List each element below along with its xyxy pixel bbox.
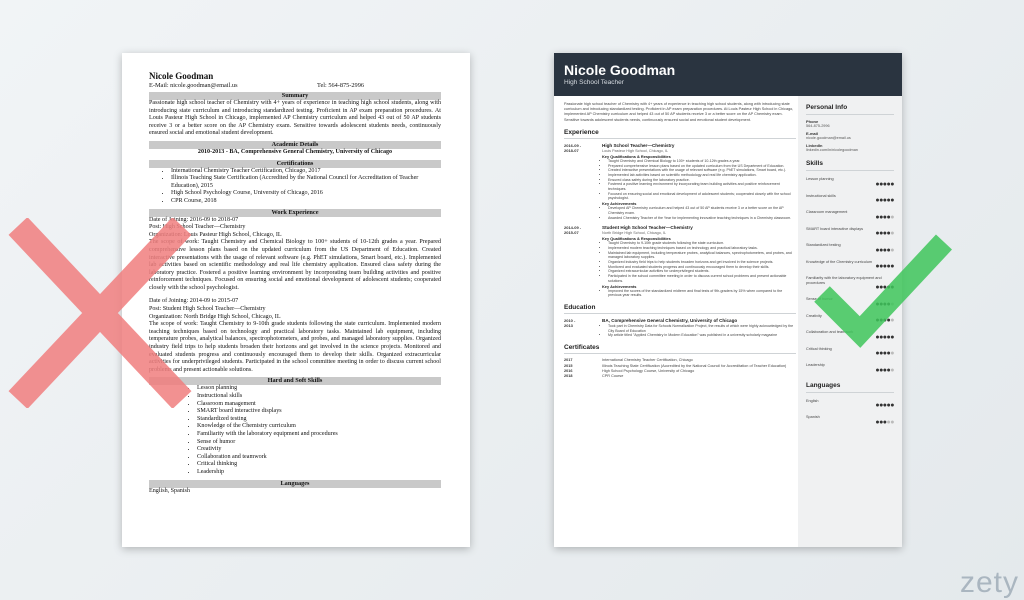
skill-name: Collaboration and teamwork bbox=[806, 330, 854, 334]
divider bbox=[806, 170, 894, 171]
rating-dot-filled-icon: ● bbox=[875, 350, 880, 357]
rating-dot-filled-icon: ● bbox=[875, 213, 880, 221]
job-description: The scope of work: Taught Chemistry and Chemical Biology to 100+ students of 10-12th grades a year. Prepared comprehensive lesson plans based on the updated curriculum from the US Department of Education. Created interactive presentations with the usage of relevant software (e.g. PhET simulations, Smart board, etc.). Implemented lab activities based on scientific methodology and real life chemistry application. Ensured class safety during the laboratory practice. Fostered a positive learning environment by incorporating team building activities and positive reinforcement techniques. Focused on ensuring social and emotional development of adolescent students; cooperated closely with the school psychologist. bbox=[149, 239, 441, 291]
language-name: English bbox=[806, 398, 819, 403]
job-post: Post: Student High School Teacher—Chemistry bbox=[149, 306, 266, 313]
rating-dot-filled-icon: ● bbox=[890, 197, 894, 204]
rating-dot-filled-icon: ● bbox=[882, 246, 887, 254]
skill-name: Familiarity with the laboratory equipment and procedures bbox=[806, 276, 882, 285]
job-place: Louis Pasteur High School, Chicago, IL bbox=[602, 148, 669, 153]
left-email: E-Mail: nicole.goodman@email.us bbox=[149, 82, 238, 89]
rating-dot-filled-icon: ● bbox=[879, 300, 883, 308]
skills-heading: Skills bbox=[806, 160, 823, 167]
rating-dot-filled-icon: ● bbox=[890, 333, 894, 341]
certificate-text: High School Psychology Course, University of Chicago bbox=[602, 368, 695, 373]
skill-name: SMART board interactive displays bbox=[806, 226, 864, 231]
certificate-year: 2015 bbox=[564, 363, 573, 368]
list-item: • Developed AP Chemistry curriculum and helped 43 out of 50 AP students receive 3 or a better score on the AP Chemistry exam. bbox=[608, 206, 796, 215]
zety-logo: zety bbox=[960, 566, 1020, 599]
list-item: • Created interactive presentations with the usage of relevant software (e.g. PhET simulations, Smart board, etc.). bbox=[608, 168, 796, 173]
rating-dot-empty-icon: ● bbox=[890, 317, 894, 324]
right-role: High School Teacher bbox=[564, 79, 624, 86]
list-item: • Monitored and evaluated students progress and continuously encouraged them to develop their skills. bbox=[608, 265, 796, 270]
rating-dot-filled-icon: ● bbox=[875, 180, 880, 188]
rating-dot-filled-icon: ● bbox=[875, 263, 880, 270]
left-education-heading: Academic Details bbox=[149, 141, 441, 149]
rating-dot-filled-icon: ● bbox=[886, 246, 891, 254]
divider bbox=[806, 114, 894, 115]
rating-dot-filled-icon: ● bbox=[886, 317, 891, 324]
rating-dot-filled-icon: ● bbox=[879, 366, 883, 374]
rating-dots bbox=[806, 368, 894, 374]
right-certificates bbox=[564, 358, 796, 380]
rating-dot-filled-icon: ● bbox=[886, 230, 891, 237]
list-item: • Improved the scores of the standardized midterm and final tests of 9th-graders by 15% when compared to the previous year results. bbox=[608, 289, 796, 298]
phone-label: Phone bbox=[806, 119, 819, 124]
rating-dot-filled-icon: ● bbox=[875, 317, 880, 324]
list-item: • Classroom management bbox=[197, 401, 441, 409]
cross-mark-icon bbox=[0, 218, 200, 408]
left-education: 2010-2013 - BA, Comprehensive General Chemistry, University of Chicago bbox=[197, 148, 393, 155]
job-dates: 2014-09 - 2015-07 bbox=[564, 225, 582, 236]
education-dates: 2010 - 2013 bbox=[564, 317, 576, 329]
list-item: • Took part in Chemistry Data for Schools Normalization Project, the results of which were highly acknowledged by the City Board of Education bbox=[608, 324, 796, 333]
list-item: • Lesson planning bbox=[197, 385, 441, 393]
rating-dot-filled-icon: ● bbox=[882, 263, 887, 270]
job-place: North Bridge High School, Chicago, IL bbox=[602, 231, 667, 236]
rating-dot-filled-icon: ● bbox=[879, 418, 883, 426]
divider bbox=[564, 353, 796, 354]
rating-dots bbox=[806, 215, 894, 221]
languages-heading: Languages bbox=[806, 381, 841, 389]
left-certifications-heading: Certifications bbox=[149, 160, 441, 168]
skill-name: Creativity bbox=[806, 313, 822, 318]
list-item: • Taught Chemistry and Chemical Biology to 100+ students of 10-12th grades a year. bbox=[608, 159, 796, 164]
language-name: Spanish bbox=[806, 415, 820, 419]
qualifications-label: Key Qualifications & Responsibilities bbox=[602, 153, 671, 159]
job-body bbox=[602, 225, 796, 298]
rating-dot-filled-icon: ● bbox=[886, 284, 891, 291]
skill-name: Instructional skills bbox=[806, 193, 836, 198]
rating-dot-filled-icon: ● bbox=[879, 213, 883, 221]
rating-dot-filled-icon: ● bbox=[890, 180, 894, 188]
rating-dot-empty-icon: ● bbox=[890, 418, 894, 426]
right-certificates-heading: Certificates bbox=[564, 344, 600, 352]
list-item: • Taught Chemistry to 9-10th grade students following the state curriculum. bbox=[608, 241, 796, 246]
skill-name: Sense of humor bbox=[806, 297, 833, 301]
left-skills-heading: Hard and Soft Skills bbox=[149, 377, 441, 385]
resume-header bbox=[554, 53, 902, 96]
job-org: Organization: Louis Pasteur High School, Chicago, IL bbox=[149, 231, 282, 238]
list-item: • Organized extracurricular activities for underprivileged students. bbox=[608, 269, 796, 274]
list-item: • Sense of humor bbox=[197, 439, 441, 447]
rating-dot-filled-icon: ● bbox=[886, 333, 891, 341]
rating-dot-filled-icon: ● bbox=[879, 263, 883, 270]
right-education-entry bbox=[564, 318, 796, 338]
list-item: • CPR Course, 2018 bbox=[171, 198, 441, 206]
rating-dot-filled-icon: ● bbox=[886, 197, 891, 204]
divider bbox=[806, 392, 894, 393]
rating-dot-filled-icon: ● bbox=[879, 284, 883, 291]
education-items bbox=[602, 324, 796, 338]
rating-dot-filled-icon: ● bbox=[875, 230, 880, 237]
rating-dot-filled-icon: ● bbox=[886, 213, 891, 221]
rating-dot-filled-icon: ● bbox=[882, 230, 887, 237]
list-item: • Organized industry field trips to help students broaden horizons and get involved in the science projects. bbox=[608, 260, 796, 265]
list-item: • My article titled "Applied Chemistry in Modern Education" was published in a university scholarly magazine bbox=[608, 333, 796, 338]
certificate-year: 2017 bbox=[564, 358, 573, 363]
rating-dots bbox=[806, 403, 894, 409]
rating-dot-filled-icon: ● bbox=[875, 333, 880, 341]
right-main-column bbox=[564, 102, 796, 380]
certificate-text: CPR Course bbox=[602, 374, 624, 379]
job-post: Post: High School Teacher—Chemistry bbox=[149, 224, 246, 231]
linkedin-value: linkedin.com/in/nicolegoodman bbox=[806, 148, 858, 152]
list-item: • Collaboration and teamwork bbox=[197, 454, 441, 462]
rating-dot-filled-icon: ● bbox=[879, 180, 883, 188]
left-languages-heading: Languages bbox=[149, 480, 441, 488]
rating-dot-filled-icon: ● bbox=[882, 333, 887, 341]
divider bbox=[564, 138, 796, 139]
right-jobs bbox=[564, 143, 796, 298]
achievements-label: Key Achievements bbox=[602, 283, 637, 289]
achievements-label: Key Achievements bbox=[602, 201, 637, 207]
qualifications-label: Key Qualifications & Responsibilities bbox=[602, 236, 671, 242]
rating-dot-filled-icon: ● bbox=[875, 366, 880, 374]
list-item: • Illinois Teaching State Certification (Accredited by the National Council for Accreditation of Teacher Education), 2015 bbox=[171, 175, 441, 190]
right-experience-heading: Experience bbox=[564, 128, 599, 136]
list-item: • Standardized testing bbox=[197, 416, 441, 424]
list-item: • Prepared comprehensive lesson plans based on the updated curriculum from the US Department of Education. bbox=[608, 164, 796, 169]
rating-dot-filled-icon: ● bbox=[875, 197, 880, 204]
list-item: • Instructional skills bbox=[197, 393, 441, 401]
rating-dot-filled-icon: ● bbox=[882, 350, 887, 357]
job-entry bbox=[564, 225, 796, 298]
rating-dot-filled-icon: ● bbox=[890, 402, 894, 409]
check-mark-icon bbox=[812, 232, 952, 352]
languages-list bbox=[806, 399, 894, 426]
rating-dot-filled-icon: ● bbox=[882, 317, 887, 324]
list-item: • Implemented lab activities based on scientific methodology and real life chemistry application. bbox=[608, 173, 796, 178]
list-item: • Leadership bbox=[197, 469, 441, 477]
left-experience-heading: Work Experience bbox=[149, 209, 441, 217]
rating-dots bbox=[806, 420, 894, 426]
rating-dot-filled-icon: ● bbox=[882, 402, 887, 409]
divider bbox=[564, 313, 796, 314]
job-dates: 2016-09 - 2018-07 bbox=[564, 142, 582, 154]
list-item: • Participated in the school committee meeting in order to discuss current school problems and present actionable solutions. bbox=[608, 274, 796, 283]
qualifications-list bbox=[602, 241, 796, 283]
left-contact bbox=[149, 82, 364, 89]
rating-dot-empty-icon: ● bbox=[890, 246, 894, 254]
personal-info-heading: Personal Info bbox=[806, 104, 848, 111]
rating-dot-filled-icon: ● bbox=[890, 263, 894, 270]
rating-dot-filled-icon: ● bbox=[879, 350, 883, 357]
rating-dot-filled-icon: ● bbox=[879, 402, 883, 409]
job-title: Student High School Teacher—Chemistry bbox=[602, 225, 693, 231]
list-item: • Fostered a positive learning environment by incorporating team building activities and positive reinforcement techniques. bbox=[608, 182, 796, 191]
rating-dot-filled-icon: ● bbox=[879, 317, 883, 324]
rating-dot-filled-icon: ● bbox=[886, 402, 891, 409]
rating-dots bbox=[806, 182, 894, 188]
list-item: • Implemented modern teaching techniques based on technology and practical laboratory tasks. bbox=[608, 246, 796, 251]
rating-dot-empty-icon: ● bbox=[890, 350, 894, 357]
job-date: Date of Joining: 2016-09 to 2018-07 bbox=[149, 216, 239, 223]
list-item: • Maintained lab equipment, including temperature probes, analytical balances, spectrophotometers, and probes, and managed laboratory supplies. bbox=[608, 251, 796, 260]
certificate-text: Illinois Teaching State Certification (Accredited by the National Council for Accreditation of Teacher Education) bbox=[602, 363, 787, 368]
list-item: • SMART board interactive displays bbox=[197, 408, 441, 416]
rating-dot-filled-icon: ● bbox=[886, 366, 891, 374]
rating-dots bbox=[806, 198, 894, 204]
linkedin-label: LinkedIn bbox=[806, 143, 823, 148]
job-body bbox=[602, 143, 796, 220]
skill-name: Lesson planning bbox=[806, 177, 834, 181]
job-entry bbox=[564, 143, 796, 220]
job-org: Organization: North Bridge High School, Chicago, IL bbox=[149, 313, 281, 320]
right-education-heading: Education bbox=[564, 303, 596, 311]
rating-dot-filled-icon: ● bbox=[875, 418, 880, 426]
rating-dot-filled-icon: ● bbox=[890, 284, 894, 291]
job-title: High School Teacher—Chemistry bbox=[602, 142, 675, 148]
list-item: • Critical thinking bbox=[197, 461, 441, 469]
rating-dot-filled-icon: ● bbox=[882, 418, 887, 426]
list-item: • Creativity bbox=[197, 446, 441, 454]
skill-name: Knowledge of the Chemistry curriculum bbox=[806, 259, 873, 264]
rating-dot-filled-icon: ● bbox=[882, 213, 887, 221]
rating-dot-filled-icon: ● bbox=[882, 284, 887, 291]
list-item: • Ensured class safety during the laboratory practice. bbox=[608, 178, 796, 183]
left-certifications-list bbox=[149, 168, 441, 206]
rating-dot-filled-icon: ● bbox=[886, 263, 891, 270]
achievements-list bbox=[602, 206, 796, 220]
rating-dot-empty-icon: ● bbox=[886, 418, 891, 426]
rating-dot-empty-icon: ● bbox=[890, 230, 894, 237]
certificate-text: International Chemistry Teacher Certification, Chicago bbox=[602, 358, 693, 363]
rating-dot-filled-icon: ● bbox=[886, 300, 891, 308]
education-title: BA, Comprehensive General Chemistry, University of Chicago bbox=[602, 317, 738, 323]
list-item: • High School Psychology Course, University of Chicago, 2016 bbox=[171, 190, 441, 198]
certificate-year: 2018 bbox=[564, 374, 573, 379]
left-name: Nicole Goodman bbox=[149, 71, 214, 81]
list-item: • Familiarity with the laboratory equipment and procedures bbox=[197, 431, 441, 439]
skill-name: Standardized testing bbox=[806, 243, 841, 247]
rating-dot-filled-icon: ● bbox=[879, 230, 883, 237]
list-item: • Awarded Chemistry Teacher of the Year for implementing innovative teaching techniques in a Chemistry classroom. bbox=[608, 216, 796, 221]
rating-dot-filled-icon: ● bbox=[875, 300, 880, 308]
skill-name: Classroom management bbox=[806, 210, 848, 214]
rating-dot-empty-icon: ● bbox=[890, 300, 894, 308]
job-date: Date of Joining: 2014-09 to 2015-07 bbox=[149, 298, 239, 305]
job-description: The scope of work: Taught Chemistry to 9-10th grade students following the state curriculum. Implemented modern teaching techniques based on technology and practical laboratory tasks. Maintained lab equipment, including temperature probes, analytical balances, spectrophotometers, and probes, and managed laboratory supplies. Organized industry field trips to help students broaden their horizons and get involved in the science projects. Monitored and evaluated students progress and continuously encouraged them to develop their skills. Organized extracurricular activities for underprivileged students. Participated in the school committee meeting in order to discuss current school problems and present actionable solutions. bbox=[149, 321, 441, 373]
certificate-year: 2016 bbox=[564, 368, 573, 373]
rating-dot-filled-icon: ● bbox=[882, 366, 887, 374]
right-summary: Passionate high school teacher of Chemistry with 4+ years of experience in teaching high school students, along with introducing state curriculum and introducing standardized testing. Proficient in AP exam preparation procedures. At Louis Pasteur High School in Chicago, implemented AP Chemistry curriculum and helped 43 out of 50 AP students receive 3 or a better score on the AP Chemistry exam. Sensitive towards adolescent students needs, continuously ensured social and emotional student development. bbox=[564, 102, 794, 122]
left-languages: English, Spanish bbox=[149, 487, 190, 494]
rating-dot-filled-icon: ● bbox=[882, 180, 887, 188]
email-value: nicole.goodman@email.us bbox=[806, 136, 851, 140]
left-phone: Tel: 564-875-2996 bbox=[317, 82, 364, 89]
skill-name: Leadership bbox=[806, 363, 825, 367]
rating-dot-filled-icon: ● bbox=[875, 402, 880, 409]
certificate-row bbox=[564, 374, 796, 379]
rating-dot-filled-icon: ● bbox=[886, 350, 891, 357]
list-item: • Knowledge of the Chemistry curriculum bbox=[197, 423, 441, 431]
rating-dot-filled-icon: ● bbox=[875, 246, 880, 254]
rating-dot-filled-icon: ● bbox=[879, 246, 883, 254]
list-item: • Focused on ensuring social and emotional development of adolescent students; cooperated closely with the school psychologist. bbox=[608, 192, 796, 201]
rating-dot-filled-icon: ● bbox=[882, 197, 887, 204]
rating-dot-filled-icon: ● bbox=[879, 333, 883, 341]
rating-dot-filled-icon: ● bbox=[886, 180, 891, 188]
rating-dot-empty-icon: ● bbox=[890, 366, 894, 374]
left-summary: Passionate high school teacher of Chemistry with 4+ years of experience in teaching high school students, along with introducing state curriculum and introducing standardized testing. Proficient in AP exam preparation procedures. At Louis Pasteur High School in Chicago, implemented AP Chemistry curriculum and helped 43 out of 50 AP students receive 3 or a better score on the AP Chemistry exam. Sensitive towards adolescent students needs, continuously ensured social and emotional student development. bbox=[149, 100, 441, 137]
right-name: Nicole Goodman bbox=[564, 62, 676, 78]
email-label: E-mail bbox=[806, 131, 819, 136]
phone-value: 564-875-2996 bbox=[806, 124, 830, 128]
rating-dot-empty-icon: ● bbox=[890, 213, 894, 221]
rating-dot-filled-icon: ● bbox=[882, 300, 887, 308]
list-item: • International Chemistry Teacher Certification, Chicago, 2017 bbox=[171, 168, 441, 176]
achievements-list bbox=[602, 289, 796, 298]
qualifications-list bbox=[602, 159, 796, 201]
rating-dot-filled-icon: ● bbox=[879, 197, 883, 204]
left-summary-heading: Summary bbox=[149, 92, 441, 100]
skill-name: Critical thinking bbox=[806, 346, 832, 351]
rating-dot-filled-icon: ● bbox=[875, 284, 880, 291]
